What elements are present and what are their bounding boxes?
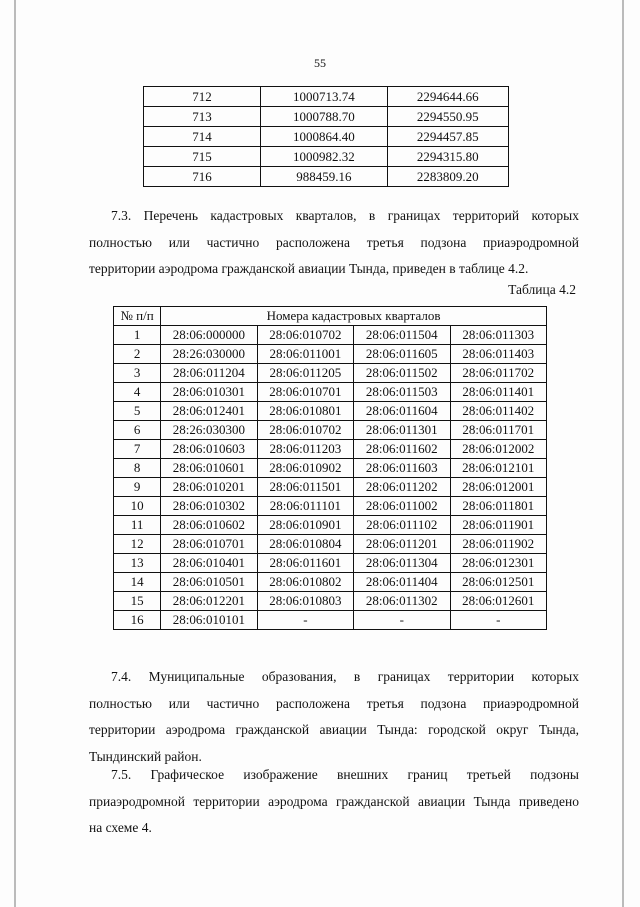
cadastral-quarter-cell: - <box>450 611 546 630</box>
row-number-cell: 15 <box>114 592 161 611</box>
paragraph-line: приаэродромной территории аэродрома гражданской авиации Тында приведено <box>89 793 579 809</box>
cadastral-row <box>114 497 547 516</box>
cadastral-quarter-cell: 28:26:030000 <box>161 345 257 364</box>
cadastral-quarter-cell: 28:06:011102 <box>354 516 450 535</box>
row-number-cell: 2 <box>114 345 161 364</box>
row-number-cell: 13 <box>114 554 161 573</box>
cadastral-quarter-cell: 28:06:012401 <box>161 402 257 421</box>
coordinates-row <box>144 167 509 187</box>
cadastral-quarter-cell: 28:06:011201 <box>354 535 450 554</box>
cadastral-quarter-cell: 28:06:011205 <box>257 364 353 383</box>
cadastral-quarter-cell: 28:06:011301 <box>354 421 450 440</box>
paragraph-line: на схеме 4. <box>89 820 152 835</box>
cadastral-quarter-cell: 28:06:011501 <box>257 478 353 497</box>
paragraph-line: территории аэродрома гражданской авиации Тында: городской округ Тында, <box>89 722 579 737</box>
cadastral-quarter-cell: - <box>354 611 450 630</box>
cadastral-quarter-cell: 28:06:010802 <box>257 573 353 592</box>
scan-right-edge <box>622 0 624 907</box>
cadastral-quarter-cell: 28:06:011801 <box>450 497 546 516</box>
page-number: 55 <box>314 56 326 70</box>
cadastral-quarter-cell: 28:06:010702 <box>257 326 353 345</box>
cadastral-quarter-cell: 28:06:010701 <box>257 383 353 402</box>
cadastral-row <box>114 611 547 630</box>
cadastral-quarter-cell: 28:06:011204 <box>161 364 257 383</box>
cadastral-row <box>114 440 547 459</box>
paragraph-line: 7.4. Муниципальные образования, в границах территории которых <box>111 669 579 684</box>
cadastral-row <box>114 573 547 592</box>
x-coordinate-cell: 988459.16 <box>261 167 387 187</box>
x-coordinate-cell: 1000713.74 <box>261 87 387 107</box>
point-number-cell: 713 <box>144 107 261 127</box>
cadastral-quarter-cell: 28:06:012001 <box>450 478 546 497</box>
row-number-cell: 10 <box>114 497 161 516</box>
cadastral-row <box>114 421 547 440</box>
cadastral-quarter-cell: - <box>257 611 353 630</box>
cadastral-quarter-cell: 28:06:011401 <box>450 383 546 402</box>
row-number-cell: 9 <box>114 478 161 497</box>
cadastral-quarter-cell: 28:06:011404 <box>354 573 450 592</box>
coordinates-row <box>144 127 509 147</box>
cadastral-quarter-cell: 28:06:012201 <box>161 592 257 611</box>
point-number-cell: 715 <box>144 147 261 167</box>
paragraph-7-4 <box>89 664 579 770</box>
cadastral-quarter-cell: 28:06:011302 <box>354 592 450 611</box>
cadastral-row <box>114 345 547 364</box>
cadastral-quarter-cell: 28:06:011504 <box>354 326 450 345</box>
cadastral-quarter-cell: 28:06:012101 <box>450 459 546 478</box>
y-coordinate-cell: 2294644.66 <box>387 87 508 107</box>
row-number-cell: 14 <box>114 573 161 592</box>
scan-left-edge <box>14 0 16 907</box>
coordinates-row <box>144 87 509 107</box>
cadastral-quarter-cell: 28:06:011601 <box>257 554 353 573</box>
cadastral-quarter-cell: 28:06:000000 <box>161 326 257 345</box>
header-quarters: Номера кадастровых кварталов <box>161 307 547 326</box>
cadastral-quarter-cell: 28:06:011303 <box>450 326 546 345</box>
y-coordinate-cell: 2294457.85 <box>387 127 508 147</box>
cadastral-quarter-cell: 28:06:011701 <box>450 421 546 440</box>
row-number-cell: 16 <box>114 611 161 630</box>
row-number-cell: 5 <box>114 402 161 421</box>
cadastral-quarter-cell: 28:06:011702 <box>450 364 546 383</box>
cadastral-quarter-cell: 28:06:011101 <box>257 497 353 516</box>
cadastral-quarters-table <box>113 306 547 630</box>
cadastral-row <box>114 402 547 421</box>
cadastral-quarter-cell: 28:06:011001 <box>257 345 353 364</box>
cadastral-quarter-cell: 28:06:010501 <box>161 573 257 592</box>
paragraph-line: территории аэродрома гражданской авиации Тында, приведен в таблице 4.2. <box>89 261 529 276</box>
cadastral-quarter-cell: 28:06:010101 <box>161 611 257 630</box>
cadastral-quarter-cell: 28:06:011002 <box>354 497 450 516</box>
cadastral-row <box>114 326 547 345</box>
cadastral-quarter-cell: 28:06:010803 <box>257 592 353 611</box>
cadastral-quarter-cell: 28:06:011203 <box>257 440 353 459</box>
row-number-cell: 12 <box>114 535 161 554</box>
x-coordinate-cell: 1000864.40 <box>261 127 387 147</box>
row-number-cell: 8 <box>114 459 161 478</box>
cadastral-quarter-cell: 28:06:010702 <box>257 421 353 440</box>
cadastral-quarter-cell: 28:06:011902 <box>450 535 546 554</box>
cadastral-quarter-cell: 28:06:011602 <box>354 440 450 459</box>
cadastral-quarter-cell: 28:06:011605 <box>354 345 450 364</box>
point-number-cell: 714 <box>144 127 261 147</box>
row-number-cell: 7 <box>114 440 161 459</box>
cadastral-quarter-cell: 28:06:010801 <box>257 402 353 421</box>
cadastral-quarter-cell: 28:06:012002 <box>450 440 546 459</box>
point-number-cell: 716 <box>144 167 261 187</box>
cadastral-quarter-cell: 28:06:011403 <box>450 345 546 364</box>
y-coordinate-cell: 2283809.20 <box>387 167 508 187</box>
paragraph-line: полностью или частично расположена третья подзона приаэродромной <box>89 695 579 711</box>
header-number: № п/п <box>114 307 161 326</box>
cadastral-quarter-cell: 28:06:010602 <box>161 516 257 535</box>
cadastral-quarter-cell: 28:06:011304 <box>354 554 450 573</box>
cadastral-row <box>114 516 547 535</box>
cadastral-quarter-cell: 28:06:010902 <box>257 459 353 478</box>
cadastral-quarter-cell: 28:06:011402 <box>450 402 546 421</box>
row-number-cell: 3 <box>114 364 161 383</box>
cadastral-row <box>114 592 547 611</box>
row-number-cell: 4 <box>114 383 161 402</box>
cadastral-quarter-cell: 28:26:030300 <box>161 421 257 440</box>
cadastral-quarter-cell: 28:06:011502 <box>354 364 450 383</box>
cadastral-quarter-cell: 28:06:012501 <box>450 573 546 592</box>
row-number-cell: 11 <box>114 516 161 535</box>
cadastral-quarter-cell: 28:06:010603 <box>161 440 257 459</box>
paragraph-line: 7.5. Графическое изображение внешних границ третьей подзоны <box>111 767 579 782</box>
coordinates-table <box>143 86 509 187</box>
paragraph-7-3 <box>89 203 579 283</box>
y-coordinate-cell: 2294550.95 <box>387 107 508 127</box>
cadastral-quarter-cell: 28:06:012301 <box>450 554 546 573</box>
paragraph-line: 7.3. Перечень кадастровых кварталов, в границах территорий которых <box>111 208 579 223</box>
point-number-cell: 712 <box>144 87 261 107</box>
cadastral-quarter-cell: 28:06:012601 <box>450 592 546 611</box>
cadastral-quarter-cell: 28:06:011603 <box>354 459 450 478</box>
paragraph-line: полностью или частично расположена третья подзона приаэродромной <box>89 234 579 250</box>
cadastral-row <box>114 478 547 497</box>
cadastral-quarter-cell: 28:06:011202 <box>354 478 450 497</box>
paragraph-line: Тындинский район. <box>89 748 202 764</box>
cadastral-row <box>114 554 547 573</box>
x-coordinate-cell: 1000788.70 <box>261 107 387 127</box>
cadastral-row <box>114 535 547 554</box>
cadastral-row <box>114 459 547 478</box>
y-coordinate-cell: 2294315.80 <box>387 147 508 167</box>
cadastral-quarter-cell: 28:06:010804 <box>257 535 353 554</box>
cadastral-quarter-cell: 28:06:011604 <box>354 402 450 421</box>
row-number-cell: 6 <box>114 421 161 440</box>
paragraph-7-5 <box>89 762 579 842</box>
cadastral-quarter-cell: 28:06:010601 <box>161 459 257 478</box>
coordinates-row <box>144 107 509 127</box>
cadastral-quarter-cell: 28:06:011503 <box>354 383 450 402</box>
cadastral-quarter-cell: 28:06:010401 <box>161 554 257 573</box>
table-caption: Таблица 4.2 <box>508 282 576 297</box>
cadastral-quarter-cell: 28:06:010901 <box>257 516 353 535</box>
row-number-cell: 1 <box>114 326 161 345</box>
cadastral-quarter-cell: 28:06:011901 <box>450 516 546 535</box>
cadastral-quarter-cell: 28:06:010701 <box>161 535 257 554</box>
coordinates-row <box>144 147 509 167</box>
x-coordinate-cell: 1000982.32 <box>261 147 387 167</box>
cadastral-row <box>114 364 547 383</box>
cadastral-quarter-cell: 28:06:010302 <box>161 497 257 516</box>
cadastral-quarter-cell: 28:06:010201 <box>161 478 257 497</box>
cadastral-quarter-cell: 28:06:010301 <box>161 383 257 402</box>
cadastral-row <box>114 383 547 402</box>
